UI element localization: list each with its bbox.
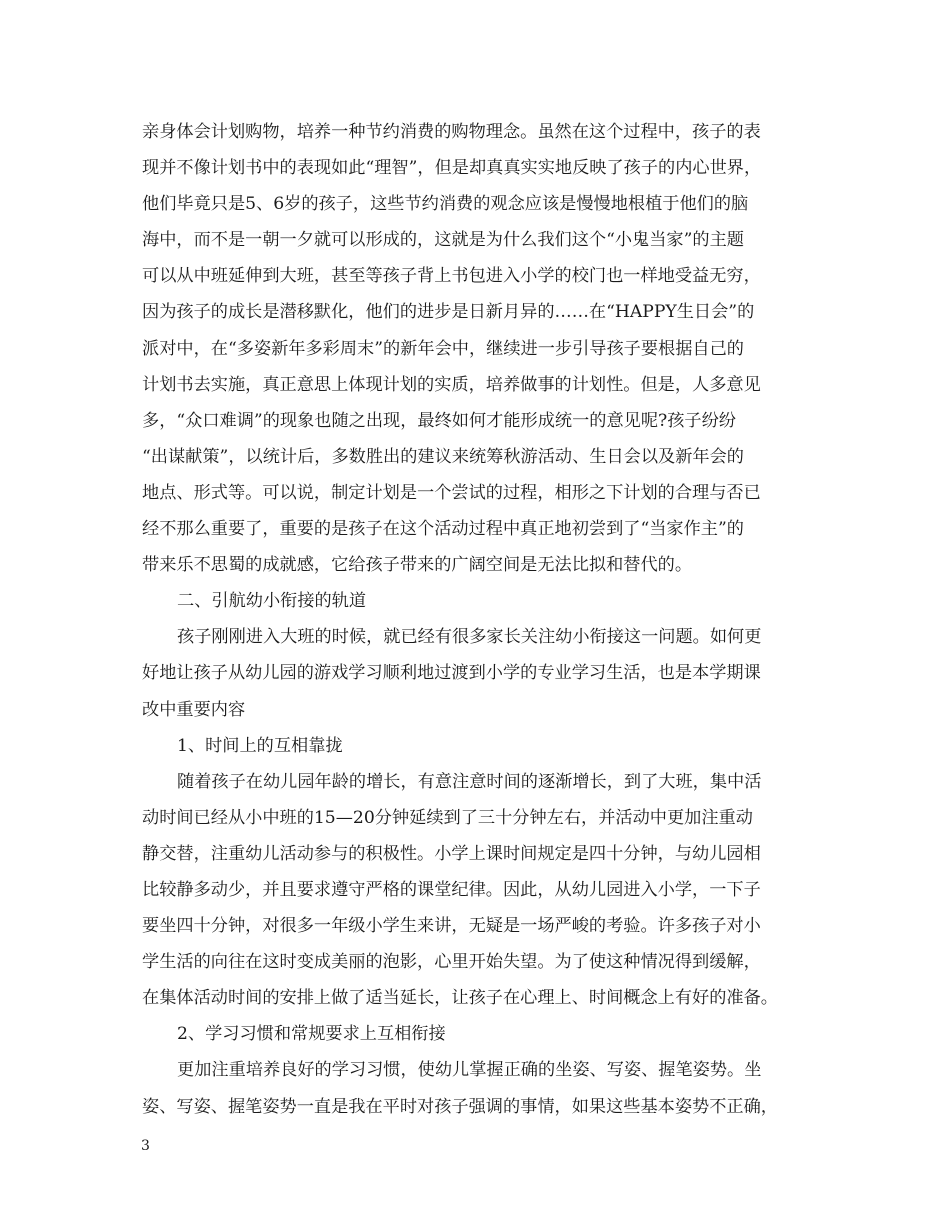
text-line: “出谋献策”，以统计后，多数胜出的建议来统筹秋游活动、生日会以及新年会的 bbox=[142, 446, 744, 467]
text-line: 随着孩子在幼儿园年龄的增长，有意注意时间的逐渐增长，到了大班，集中活 bbox=[177, 771, 762, 792]
text-line: 动时间已经从小中班的15—20分钟延续到了三十分钟左右，并活动中更加注重动 bbox=[142, 807, 753, 828]
text-line: 学生活的向往在这时变成美丽的泡影，心里开始失望。为了使这种情况得到缓解， bbox=[142, 952, 761, 973]
text-line: 在集体活动时间的安排上做了适当延长，让孩子在心理上、时间概念上有好的准备。 bbox=[142, 988, 778, 1009]
text-line: 现并不像计划书中的表现如此“理智”，但是却真真实实地反映了孩子的内心世界， bbox=[142, 158, 762, 179]
text-line: 亲身体会计划购物，培养一种节约消费的购物理念。虽然在这个过程中，孩子的表 bbox=[142, 122, 761, 142]
text-line: 计划书去实施，真正意思上体现计划的实质，培养做事的计划性。但是，人多意见 bbox=[142, 374, 761, 395]
text-line: 更加注重培养良好的学习习惯，使幼儿掌握正确的坐姿、写姿、握笔姿势。坐 bbox=[177, 1060, 762, 1081]
text-line: 海中，而不是一朝一夕就可以形成的，这就是为什么我们这个“小鬼当家”的主题 bbox=[142, 230, 744, 251]
text-line: 可以从中班延伸到大班，甚至等孩子背上书包进入小学的校门也一样地受益无穷， bbox=[142, 266, 761, 287]
text-line: 姿、写姿、握笔姿势一直是我在平时对孩子强调的事情，如果这些基本姿势不正确， bbox=[142, 1096, 778, 1117]
text-line: 改中重要内容 bbox=[142, 699, 246, 720]
text-line: 静交替，注重幼儿活动参与的积极性。小学上课时间规定是四十分钟，与幼儿园相 bbox=[142, 843, 761, 864]
text-line: 多，“众口难调”的现象也随之出现，最终如何才能形成统一的意见呢?孩子纷纷 bbox=[142, 410, 736, 431]
text-line: 派对中，在“多姿新年多彩周末”的新年会中，继续进一步引导孩子要根据自己的 bbox=[142, 338, 744, 359]
text-line: 孩子刚刚进入大班的时候，就已经有很多家长关注幼小衔接这一问题。如何更 bbox=[177, 627, 762, 648]
body-text bbox=[142, 114, 814, 1125]
text-line: 地点、形式等。可以说，制定计划是一个尝试的过程，相形之下计划的合理与否已 bbox=[142, 482, 761, 503]
text-line: 要坐四十分钟，对很多一年级小学生来讲，无疑是一场严峻的考验。许多孩子对小 bbox=[142, 916, 761, 937]
text-line: 2、学习习惯和常规要求上互相衔接 bbox=[177, 1024, 446, 1045]
text-line: 好地让孩子从幼儿园的游戏学习顺利地过渡到小学的专业学习生活，也是本学期课 bbox=[142, 663, 761, 684]
text-line: 1、时间上的互相靠拢 bbox=[177, 735, 343, 756]
text-line: 二、引航幼小衔接的轨道 bbox=[177, 591, 367, 612]
text-line: 经不那么重要了，重要的是孩子在这个活动过程中真正地初尝到了“当家作主”的 bbox=[142, 519, 744, 540]
text-line: 比较静多动少，并且要求遵守严格的课堂纪律。因此，从幼儿园进入小学，一下子 bbox=[142, 879, 761, 900]
text-line: 他们毕竟只是5、6岁的孩子，这些节约消费的观念应该是慢慢地根植于他们的脑 bbox=[142, 194, 749, 215]
text-line: 因为孩子的成长是潜移默化，他们的进步是日新月异的……在“HAPPY生日会”的 bbox=[142, 302, 755, 323]
text-line: 带来乐不思蜀的成就感，它给孩子带来的广阔空间是无法比拟和替代的。 bbox=[142, 555, 693, 576]
page-number: 3 bbox=[141, 1138, 150, 1154]
